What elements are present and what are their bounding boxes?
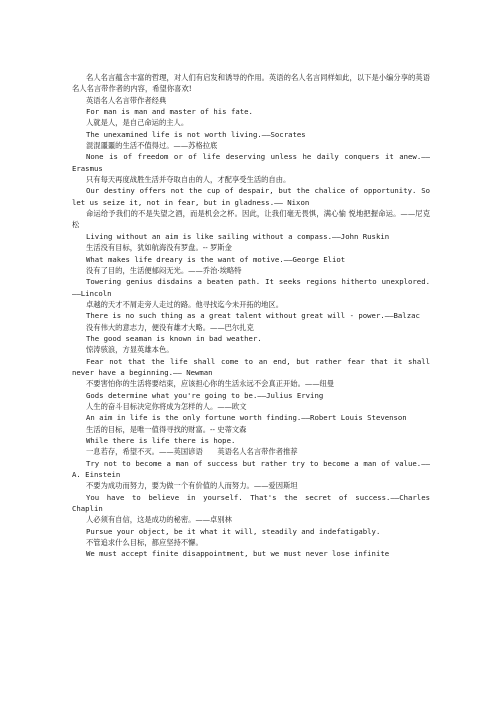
english-quote-line: What makes life dreary is the want of motive.——George Eliot bbox=[86, 254, 346, 264]
chinese-text-line: 卓越的天才不屑走旁人走过的路。他寻找迄今未开拓的地区。 bbox=[86, 299, 284, 309]
chinese-text-line: 命运给予我们的不是失望之酒，而是机会之杯。因此，让我们毫无畏惧，满心愉 悦地把握命运。——尼克松 bbox=[72, 209, 430, 230]
chinese-text-line: 名人名言蕴含丰富的哲理，对人们有启发和诱导的作用。英语的名人名言同样如此，以下是小编分享的英语名人名言带作者的内容，希望你喜欢! bbox=[72, 73, 430, 94]
chinese-text-line: 人就是人，是自己命运的主人。 bbox=[86, 118, 189, 128]
chinese-text-line: 人生的奋斗目标决定你将成为怎样的人。——欧文 bbox=[86, 401, 247, 411]
english-quote-line: For man is man and master of his fate. bbox=[86, 107, 253, 117]
chinese-text-line: 英语名人名言带作者经典 bbox=[86, 95, 167, 105]
english-quote-line: Try not to become a man of success but rather try to become a man of value.——A. Einstein bbox=[72, 458, 430, 480]
chinese-text-line: 生活的目标，是唯一值得寻找的财富。-- 史蒂文森 bbox=[86, 424, 247, 434]
english-quote-line: The good seaman is known in bad weather. bbox=[86, 333, 262, 343]
chinese-text-line: 混混噩噩的生活不值得过。——苏格拉底 bbox=[86, 141, 218, 151]
english-quote-line: We must accept finite disappointment, but we must never lose infinite bbox=[86, 549, 390, 559]
english-quote-line: While there is life there is hope. bbox=[86, 436, 236, 445]
english-quote-line: There is no such thing as a great talent without great will - power.——Balzac bbox=[86, 311, 420, 321]
english-quote-line: An aim in life is the only fortune worth finding.——Robert Louis Stevenson bbox=[86, 413, 407, 423]
english-quote-line: None is of freedom or of life deserving unless he daily conquers it anew.——Erasmus bbox=[72, 152, 430, 173]
chinese-text-line: 没有伟大的意志力，便没有雄才大略。——巴尔扎克 bbox=[86, 322, 254, 332]
document-body bbox=[72, 72, 430, 560]
chinese-text-line: 生活没有目标，犹如航海没有罗盘。-- 罗斯金 bbox=[86, 243, 232, 253]
english-quote-line: Pursue your object, be it what it will, steadily and indefatigably. bbox=[86, 526, 381, 536]
english-quote-line: The unexamined life is not worth living.——Socrates bbox=[86, 129, 306, 139]
english-quote-line: Gods determine what you're going to be.——Julius Erving bbox=[86, 390, 324, 400]
english-quote-line: Our destiny offers not the cup of despair, but the chalice of opportunity. So let us seize it, not in fear, but in gladness.—— Nixon bbox=[72, 186, 430, 207]
chinese-text-line: 不要为成功而努力，要为做一个有价值的人而努力。——爱因斯坦 bbox=[86, 481, 298, 491]
chinese-text-line: 惊涛骇浪，方显英雄本色。 bbox=[86, 345, 174, 355]
chinese-text-line: 人必须有自信，这是成功的秘密。——卓别林 bbox=[86, 515, 232, 525]
english-quote-line: Towering genius disdains a beaten path. It seeks regions hitherto unexplored.——Lincoln bbox=[72, 277, 430, 298]
english-quote-line: Fear not that the life shall come to an end, but rather fear that it shall never have a beginning.—— Newman bbox=[72, 356, 430, 377]
chinese-text-line: 只有每天再度战胜生活并夺取自由的人，才配享受生活的自由。 bbox=[86, 175, 291, 185]
chinese-text-line: 不要害怕你的生活将要结束，应该担心你的生活永远不会真正开始。——纽曼 bbox=[86, 379, 335, 389]
english-quote-line: Living without an aim is like sailing without a compass.——John Ruskin bbox=[86, 231, 390, 241]
english-quote-line: You have to believe in yourself. That's the secret of success.——Charles Chaplin bbox=[72, 492, 430, 514]
chinese-text-line: 一息若存，希望不灭。——英国谚语 英语名人名言带作者推荐 bbox=[86, 447, 298, 457]
chinese-text-line: 没有了目的，生活便郁闷无光。——乔治·埃略特 bbox=[86, 265, 242, 275]
chinese-text-line: 不管追求什么目标，都应坚持不懈。 bbox=[86, 538, 203, 548]
